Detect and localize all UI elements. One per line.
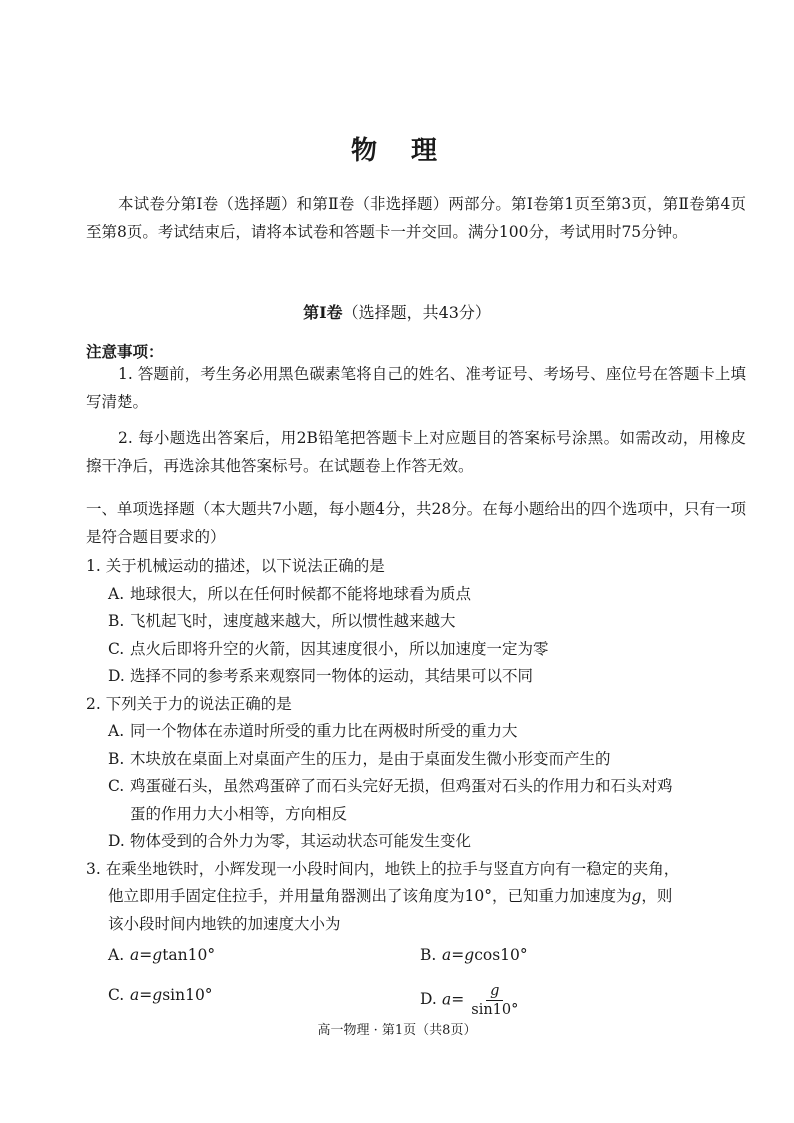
option (108, 828, 751, 856)
option-text: 物体受到的合外力为零，其运动状态可能发生变化 (130, 832, 472, 850)
math-op: = (451, 946, 465, 964)
option-letter: A. (108, 946, 125, 964)
notes-heading: 注意事项： (86, 342, 164, 361)
option (108, 718, 751, 746)
page-footer: 高一物理 · 第1页（共8页） (317, 1023, 477, 1038)
math-var: g (152, 946, 163, 964)
option-row (108, 942, 751, 970)
option-letter: B. (108, 749, 125, 768)
math-var: g (631, 887, 642, 905)
question-stem-line (108, 883, 751, 911)
option (420, 982, 732, 1019)
title-char: 理 (411, 136, 444, 166)
section-detail: （选择题，共43分） (342, 303, 491, 322)
section-title (0, 300, 794, 323)
option-letter: C. (108, 639, 125, 658)
notes-list (86, 360, 746, 488)
option-text: 鸡蛋碰石头，虽然鸡蛋碎了而石头完好无损，但鸡蛋对石头的作用力和石头对鸡 (130, 777, 673, 795)
option-letter: D. (108, 832, 125, 850)
option (108, 581, 751, 609)
option-letter: C. (108, 985, 125, 1004)
fraction (467, 982, 522, 1019)
math-fn: sin10° (162, 985, 213, 1004)
option-letter: A. (108, 722, 125, 740)
math-op: = (139, 946, 153, 964)
math-fn: tan10° (162, 946, 216, 964)
math-op: = (139, 985, 153, 1004)
option (108, 663, 751, 691)
option (420, 942, 732, 970)
question-stem: 2. 下列关于力的说法正确的是 (86, 694, 292, 713)
math-var: a (442, 946, 452, 964)
question-list (86, 553, 751, 1019)
option-continuation: 蛋的作用力大小相等，方向相反 (130, 804, 348, 823)
section-label: 第Ⅰ卷 (303, 303, 343, 322)
option-text: 选择不同的参考系来观察同一物体的运动，其结果可以不同 (130, 667, 534, 685)
question-stem: 3. 在乘坐地铁时，小辉发现一小段时间内，地铁上的拉手与竖直方向有一稳定的夹角， (86, 859, 680, 878)
option (108, 608, 751, 636)
option-letter: D. (108, 667, 125, 685)
option-text: 地球很大，所以在任何时候都不能将地球看为质点 (130, 584, 472, 603)
option-letter: A. (108, 584, 125, 603)
part-heading: 一、单项选择题（本大题共7小题，每小题4分，共28分。在每小题给出的四个选项中，只有一项是符合题目要求的） (86, 500, 746, 546)
intro-paragraph: 本试卷分第Ⅰ卷（选择题）和第Ⅱ卷（非选择题）两部分。第Ⅰ卷第1页至第3页，第Ⅱ卷第4页至第8页。考试结束后，请将本试卷和答题卡一并交回。满分100分，考试用时75分钟。 (86, 195, 746, 241)
page-title (0, 130, 794, 167)
option (108, 746, 751, 774)
option (108, 773, 751, 801)
option-text: 同一个物体在赤道时所受的重力比在两极时所受的重力大 (130, 722, 518, 740)
stem-text: ，则 (641, 887, 673, 905)
math-op: = (451, 990, 465, 1008)
fraction-numerator: g (486, 982, 503, 1001)
option-letter: C. (108, 777, 125, 795)
option-letter: D. (420, 990, 437, 1008)
option-text: 点火后即将升空的火箭，因其速度很小，所以加速度一定为零 (130, 639, 549, 658)
question-stem: 1. 关于机械运动的描述，以下说法正确的是 (86, 557, 385, 575)
option-text: 木块放在桌面上对桌面产生的压力，是由于桌面发生微小形变而产生的 (130, 749, 611, 768)
math-var: g (464, 946, 475, 964)
question-stem-line: 该小段时间内地铁的加速度大小为 (108, 914, 341, 933)
note-item: 1. 答题前，考生务必用黑色碳素笔将自己的姓名、准考证号、考场号、座位号在答题卡上填写清楚。 (86, 365, 746, 411)
option-text: 飞机起飞时，速度越来越大，所以惯性越来越大 (130, 612, 456, 630)
math-fn: cos10° (474, 946, 528, 964)
math-var: g (152, 985, 163, 1004)
math-var: a (442, 990, 452, 1008)
option (108, 942, 420, 970)
option-letter: B. (420, 946, 437, 964)
math-var: a (130, 985, 140, 1004)
option (108, 982, 420, 1019)
option (108, 636, 751, 664)
fraction-denominator: sin10° (471, 1001, 519, 1018)
option-row (108, 982, 751, 1019)
stem-text: 他立即用手固定住拉手，并用量角器测出了该角度为10°，已知重力加速度为 (108, 887, 632, 905)
option-letter: B. (108, 612, 125, 630)
title-char: 物 (350, 136, 383, 166)
math-var: a (130, 946, 140, 964)
note-item: 2. 每小题选出答案后，用2B铅笔把答题卡上对应题目的答案标号涂黑。如需改动，用橡皮擦干净后，再选涂其他答案标号。在试题卷上作答无效。 (86, 429, 746, 475)
